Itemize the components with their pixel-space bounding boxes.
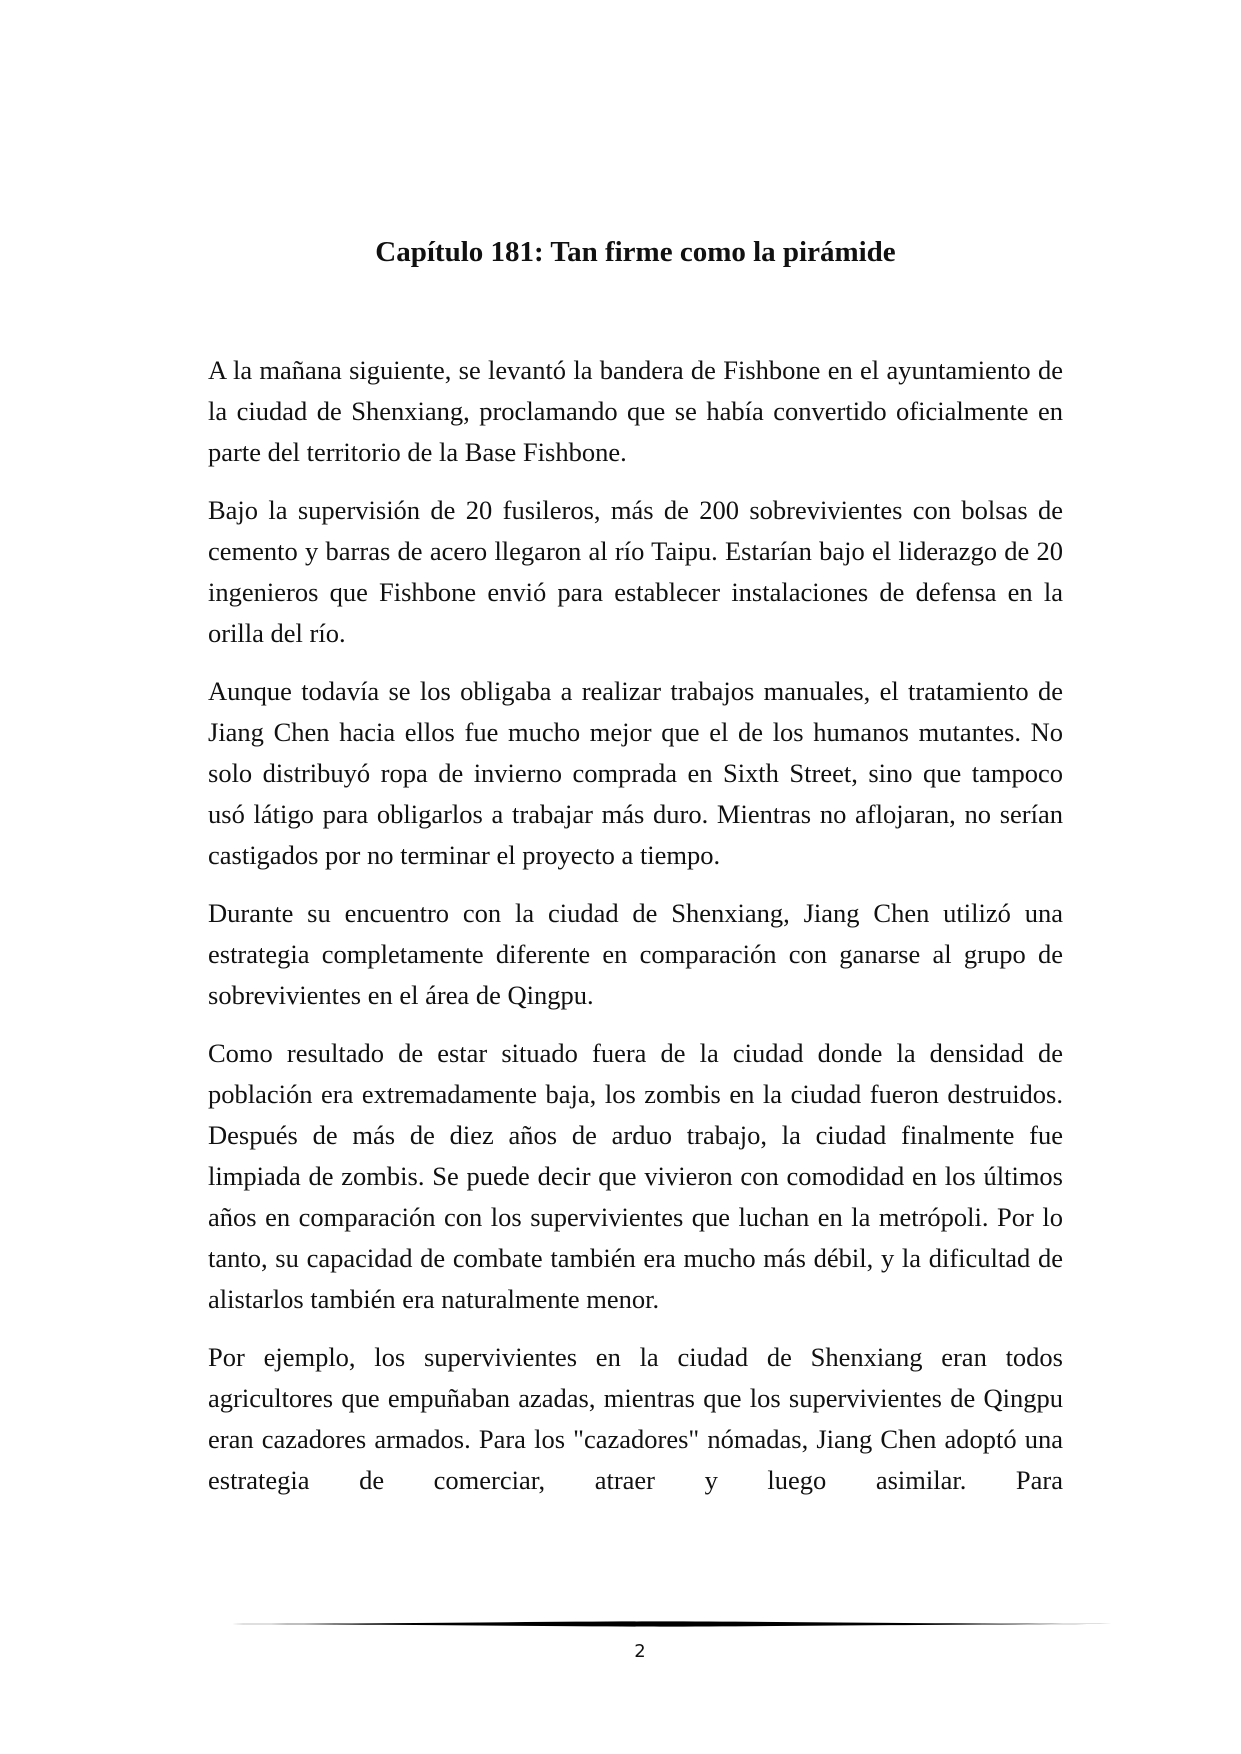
- chapter-title: Capítulo 181: Tan firme como la pirámide: [375, 236, 896, 268]
- footer-rule: [208, 1621, 1112, 1627]
- paragraph: Por ejemplo, los supervivientes en la ciudad de Shenxiang eran todos agricultores que empuñaban azadas, mientras que los supervivientes de Qingpu eran cazadores armados. Para los "cazadores" nómadas, Jiang Chen adoptó una estrategia de comerciar, atraer y luego asimilar. Para: [208, 1342, 1063, 1495]
- paragraph: Durante su encuentro con la ciudad de Shenxiang, Jiang Chen utilizó una estrategia completamente diferente en comparación con ganarse al grupo de sobrevivientes en el área de Qingpu.: [208, 898, 1063, 1010]
- paragraph: Bajo la supervisión de 20 fusileros, más de 200 sobrevivientes con bolsas de cemento y barras de acero llegaron al río Taipu. Estarían bajo el liderazgo de 20 ingenieros que Fishbone envió para establecer instalaciones de defensa en la orilla del río.: [208, 495, 1063, 648]
- page-number: 2: [634, 1641, 646, 1662]
- paragraph: A la mañana siguiente, se levantó la bandera de Fishbone en el ayuntamiento de la ciudad de Shenxiang, proclamando que se había convertido oficialmente en parte del territorio de la Base Fishbone.: [208, 355, 1063, 467]
- paragraph: Como resultado de estar situado fuera de la ciudad donde la densidad de población era extremadamente baja, los zombis en la ciudad fueron destruidos. Después de más de diez años de arduo trabajo, la ciudad finalmente fue limpiada de zombis. Se puede decir que vivieron con comodidad en los últimos años en comparación con los supervivientes que luchan en la metrópoli. Por lo tanto, su capacidad de combate también era mucho más débil, y la dificultad de alistarlos también era naturalmente menor.: [208, 1038, 1063, 1314]
- paragraph: Aunque todavía se los obligaba a realizar trabajos manuales, el tratamiento de Jiang Chen hacia ellos fue mucho mejor que el de los humanos mutantes. No solo distribuyó ropa de invierno comprada en Sixth Street, sino que tampoco usó látigo para obligarlos a trabajar más duro. Mientras no aflojaran, no serían castigados por no terminar el proyecto a tiempo.: [208, 676, 1063, 870]
- body-text: [208, 350, 1063, 1518]
